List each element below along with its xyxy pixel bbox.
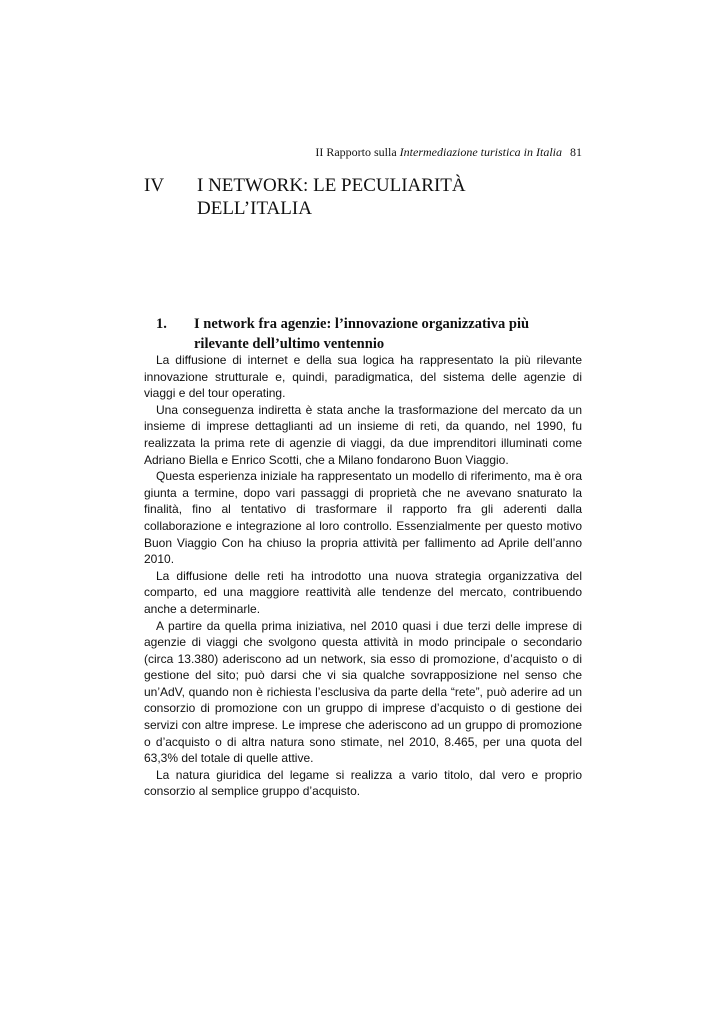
- chapter-number: IV: [144, 175, 165, 196]
- paragraph: La diffusione delle reti ha introdotto una nuova strategia organizzativa del comparto, ed una maggiore reattività alle tendenze del mercato, contribuendo anche a determinarle.: [144, 568, 582, 616]
- paragraph: Una conseguenza indiretta è stata anche la trasformazione del mercato da un insieme di imprese dettaglianti ad un insieme di reti, da quando, nel 1990, fu realizzata la prima rete di agenzie di viaggi, da due imprenditori illuminati come Adriano Biella e Enrico Scotti, che a Milano fondarono Buon Viaggio.: [144, 402, 582, 467]
- paragraph: A partire da quella prima iniziativa, nel 2010 quasi i due terzi delle imprese di agenzie di viaggi che svolgono questa attività in modo principale o secondario (circa 13.380) aderiscono ad un network, sia esso di promozione, d’acquisto o di gestione del sito; può darsi che vi sia qualche sovrapposizione nel senso che un’AdV, quando non è richiesta l’esclusiva da parte della “rete”, può aderire ad un consorzio di promozione con un gruppo di imprese d’acquisto o di gestione dei servizi con altre imprese. Le imprese che aderiscono ad un gruppo di promozione o d’acquisto o di altra natura sono stimate, nel 2010, 8.465, per una quota del 63,3% del totale di quelle attive.: [144, 618, 582, 766]
- header-italic-title: Intermediazione turistica in Italia: [399, 145, 562, 159]
- section-title: [194, 314, 554, 354]
- section-title-line-1: I network fra agenzie: l’innovazione organizzativa più: [194, 316, 530, 332]
- section-number: 1.: [156, 316, 167, 332]
- paragraph: La natura giuridica del legame si realizza a vario titolo, dal vero e proprio consorzio al semplice gruppo d’acquisto.: [144, 767, 582, 799]
- chapter-title-line-2: DELL’ITALIA: [197, 198, 312, 219]
- chapter-title-line-1: I NETWORK: LE PECULIARITÀ: [197, 175, 466, 196]
- paragraph: Questa esperienza iniziale ha rappresentato un modello di riferimento, ma è ora giunta a termine, dopo vari passaggi di proprietà che ne avevano snaturato la finalità, fino al tentativo di trasformare il rapporto fra gli aderenti dalla collaborazione e integrazione al loro controllo. Essenzialmente per questo motivo Buon Viaggio Con ha chiuso la propria attività per fallimento ad Aprile dell’anno 2010.: [144, 469, 582, 567]
- chapter-title: [197, 174, 577, 220]
- section-title-line-2: rilevante dell’ultimo ventennio: [194, 336, 385, 352]
- running-header: [144, 145, 582, 159]
- page-number: 81: [570, 145, 582, 159]
- body-text: [144, 352, 582, 800]
- header-prefix: II Rapporto sulla: [315, 145, 400, 159]
- paragraph: La diffusione di internet e della sua logica ha rappresentato la più rilevante innovazione strutturale e, quindi, paradigmatica, del sistema delle agenzie di viaggi e del tour operating.: [144, 353, 582, 401]
